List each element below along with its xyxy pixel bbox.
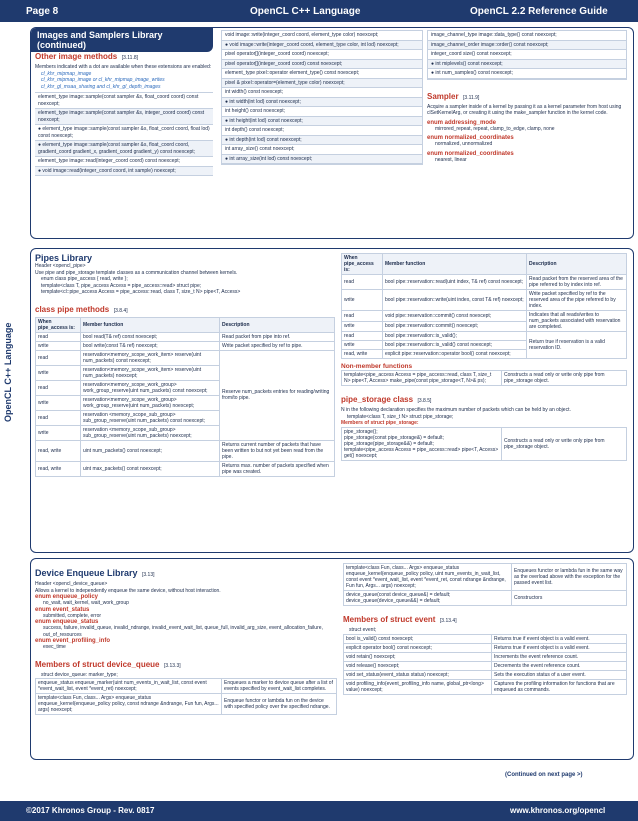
- method-row: int width() const noexcept;: [222, 88, 422, 98]
- method-row: image_channel_type image::data_type() const noexcept;: [428, 31, 626, 41]
- page-header: [0, 0, 638, 22]
- event-table: [343, 634, 627, 695]
- class-pipe-methods-ref: [3.8.4]: [113, 307, 128, 314]
- continued-note: (Continued on next page >): [505, 772, 583, 778]
- pipe-storage-ref: [3.8.5]: [417, 398, 432, 404]
- other-image-methods: [35, 46, 213, 176]
- enum-event-profiling-info: enum event_profiling_info: [35, 638, 111, 644]
- table-row: read, write uint max_packets() const noexcept; Returns max. number of packets specified when pipe was created.: [36, 461, 335, 476]
- method-row: int array_size() const noexcept;: [222, 145, 422, 155]
- pipes-code: template<cl::pipe_access Access = pipe_access::read, class T, size_t N> pipe<T, Access>: [41, 289, 241, 295]
- other-methods-ref: [3.11.8]: [121, 55, 139, 61]
- method-row: image_channel_order image::order() const noexcept;: [428, 41, 626, 51]
- col-header: When pipe_access is:: [342, 254, 383, 275]
- pipe-storage-code: template<class T, size_t N> struct pipe_storage;: [347, 413, 454, 420]
- pipe-methods-table: [35, 317, 335, 477]
- table-row: read bool pipe::reservation::read(uint index, T& ref) const noexcept; Read packet from the reserved area of the pipe referred to by index into ref.: [342, 275, 627, 290]
- table-row: explicit operator bool() const noexcept; Returns true if event object is a valid event.: [344, 643, 627, 652]
- table-row: read, write uint num_packets() const noexcept; Returns current number of packets that have been written to but not yet been read from the pipe.: [36, 440, 335, 461]
- page-number: Page 8: [26, 6, 59, 17]
- method-row: ● void image::write(integer_coord coord, element_type color, int lod) noexcept;: [222, 41, 422, 51]
- enum-enqueue-status: enum enqueue_status: [35, 619, 99, 625]
- table-row: write bool pipe::reservation::write(uint index, const T& ref) noexcept; Write packet specified by ref to the reserved area of the pipe referred to by index.: [342, 290, 627, 311]
- method-row: ● element_type image::sample(const sampler &s, float_coord coord, gradient_coord gradient_x, gradient_coord gradient_y) const noexcept;: [35, 141, 213, 157]
- sampler-title: Sampler: [427, 91, 459, 101]
- ext-item: cl_khr_gl_msaa_sharing and cl_khr_gl_depth_images: [41, 83, 161, 90]
- method-row: element_type image::read(integer_coord coord) const noexcept;: [35, 157, 213, 167]
- col-header: When pipe_access is:: [36, 317, 81, 332]
- enqueue-kernel-table: [343, 563, 627, 606]
- table-row: template<class Fun, class... Args> enqueue_status enqueue_kernel(enqueue_policy policy, uint num_events_in_wait_list, const event *event_wait_list, event *event_ret, const ndrange &ndrange, Fun fun, Args... args) noexcept; Enqueues functor or lambda fun in the same way as the overload above with the exception for the passed event list.: [344, 564, 627, 591]
- guide-title: OpenCL 2.2 Reference Guide: [470, 6, 608, 17]
- method-row: ● element_type image::sample(const sampler &s, float_coord coord, float lod) const noexcept;: [35, 125, 213, 141]
- method-row: ● int height(int lod) const noexcept;: [222, 117, 422, 127]
- ext-item: cl_khr_mipmap_image: [41, 70, 92, 77]
- pipes-code: enum class pipe_access { read, write };: [41, 276, 128, 282]
- device-enqueue-box: [30, 558, 634, 760]
- side-tab: [0, 22, 22, 801]
- table-row: read bool pipe::reservation::is_valid(); Return true if reservation is a valid reservation ID.: [342, 332, 627, 341]
- table-row: write bool write(const T& ref) noexcept; Write packet specified by ref to pipe.: [36, 341, 335, 350]
- pipe-storage-title: pipe_storage class: [341, 395, 414, 404]
- table-row: write reservation<memory_scope_work_item> reserve(uint num_packets) noexcept;: [36, 365, 335, 380]
- enum-normalized-coordinates: enum normalized_coordinates: [427, 150, 514, 157]
- pipes-code: template<class T, pipe_access Access = pipe_access::read> struct pipe;: [41, 282, 202, 289]
- enqueue-desc: Allows a kernel to independently enqueue the same device, without host interaction.: [35, 587, 221, 594]
- event-members-ref: [3.13.4]: [439, 618, 457, 624]
- method-row: ● int miplevels() const noexcept;: [428, 60, 626, 70]
- other-methods-desc: Members indicated with a dot are available when these extensions are enabled:: [35, 64, 212, 70]
- table-row: enqueue_status enqueue_marker(uint num_events_in_wait_list, const event *event_wait_list, event *event_ret) noexcept; Enqueues a marker to device queue after a list of events specified by event_wait_list completes.: [36, 679, 337, 694]
- pipes-desc: Use pipe and pipe_storage template classes as a communication channel between kernels.: [35, 269, 238, 276]
- enqueue-ref: [3.13]: [142, 572, 155, 578]
- method-row: ● int num_samples() const noexcept;: [428, 69, 626, 79]
- ext-item: cl_khr_mipmap_image or cl_khr_mipmap_image_writes: [41, 77, 165, 83]
- class-pipe-methods-title: class pipe methods: [35, 304, 110, 314]
- side-tab-label: OpenCL C++ Language: [3, 322, 13, 422]
- pipes-left: [35, 253, 335, 477]
- pipes-right: [341, 253, 627, 461]
- pipes-box: [30, 248, 634, 553]
- enum-values: submitted, complete, error: [43, 612, 102, 619]
- method-row: pixel operator[](integer_coord coord) noexcept;: [222, 50, 422, 60]
- table-row: read bool read(T& ref) const noexcept; Read packet from pipe into ref.: [36, 332, 335, 341]
- table-row: void release() noexcept; Decrements the event reference count.: [344, 661, 627, 670]
- device-queue-ref: [3.13.3]: [163, 662, 181, 669]
- device-queue-members-title: Members of struct device_queue: [35, 659, 160, 669]
- non-member-table: template<pipe_access Access = pipe_access::read, class T, size_t N> pipe<T, Access> make_pipe(const pipe_storage<T, N>& ps); Constructs a read only or write only pipe from pipe_storage object.: [341, 370, 627, 386]
- sampler-desc: Acquire a sampler inside of a kernel by passing it as a kernel parameter from host using clSetKernelArg, or creating it using the make_sampler function in the kernel code.: [427, 103, 622, 116]
- pipes-header: Header <opencl_pipe>: [35, 263, 86, 269]
- enum-normalized-coordinates: enum normalized_coordinates: [427, 135, 514, 141]
- enum-values: normalized, unnormalized: [435, 141, 493, 147]
- method-row: pixel & pixel::operator=(element_type color) noexcept;: [222, 79, 422, 89]
- images-samplers-box: [30, 27, 634, 239]
- method-row: ● int array_size(int lod) const noexcept;: [222, 155, 422, 165]
- enum-values: mirrored_repeat, repeat, clamp_to_edge, clamp, none: [435, 125, 555, 132]
- enum-enqueue-policy: enum enqueue_policy: [35, 594, 99, 600]
- enqueue-title: Device Enqueue Library: [35, 568, 138, 578]
- pipe-storage-members: Members of struct pipe_storage:: [341, 420, 419, 426]
- table-row: bool is_valid() const noexcept; Returns true if event object is a valid event.: [344, 634, 627, 643]
- device-queue-code: struct device_queue: marker_type;: [41, 671, 118, 678]
- pipes-title: Pipes Library: [35, 253, 93, 263]
- col-header: Description: [220, 317, 335, 332]
- table-row: write reservation <memory_scope_sub_group> sub_group_reserve(uint num_packets) noexcept;: [36, 425, 335, 440]
- col-header: Member function: [81, 317, 220, 332]
- method-row: int depth() const noexcept;: [222, 126, 422, 136]
- enum-values: exec_time: [43, 644, 66, 650]
- table-row: write bool pipe::reservation::commit() noexcept;: [342, 321, 627, 332]
- non-member-title: Non-member functions: [341, 363, 413, 370]
- image-methods-middle: [221, 30, 423, 165]
- enqueue-header: Header <opencl_device_queue>: [35, 581, 108, 587]
- table-row: read reservation<memory_scope_work_group> work_group_reserve(uint num_packets) const noexcept;: [36, 380, 335, 395]
- table-row: template<class Fun, class... Args> enqueue_status enqueue_kernel(enqueue_policy policy, const ndrange &ndrange, Fun fun, Args... args) noexcept; Enqueue functor or lambda fun on the device with specified policy over the specified ndrange.: [36, 694, 337, 715]
- page-footer: [0, 801, 638, 821]
- enum-values: success, failure, invalid_queue, invalid_ndrange, invalid_event_wait_list, queue_full, invalid_arg_size, event_allocation_failure, out_of_resources: [43, 625, 323, 638]
- table-row: device_queue(const device_queue&) = default; device_queue(device_queue&&) = default; Constructors: [344, 591, 627, 606]
- pipe-storage-table: pipe_storage(); pipe_storage(const pipe_storage&) = default; pipe_storage(pipe_storage&&) = default; template<pipe_access Access = pipe_access::read> pipe<T, Access> get() noexcept; Constructs a read only or write only pipe from pipe_storage object.: [341, 427, 627, 461]
- reservation-table: [341, 253, 627, 359]
- method-row: ● int width(int lod) const noexcept;: [222, 98, 422, 108]
- method-row: ● int depth(int lod) const noexcept;: [222, 136, 422, 146]
- enqueue-right: [343, 563, 627, 695]
- table-row: read reservation <memory_scope_sub_group> sub_group_reserve(uint num_packets) const noexcept;: [36, 410, 335, 425]
- method-row: integer_coord size() const noexcept;: [428, 50, 626, 60]
- method-row: pixel operator[](integer_coord coord) const noexcept;: [222, 60, 422, 70]
- sampler-ref: [3.11.9]: [463, 94, 480, 101]
- method-row: element_type image::sample(const sampler &s, float_coord coord) const noexcept;: [35, 93, 213, 109]
- other-methods-title: Other image methods: [35, 52, 118, 61]
- method-row: void image::write(integer_coord coord, element_type color) noexcept;: [222, 31, 422, 41]
- pipe-storage-desc: N in the following declaration specifies the maximum number of packets which can be held by an object.: [341, 407, 571, 413]
- col-header: Member function: [383, 254, 527, 275]
- enum-addressing-mode: enum addressing_mode: [427, 119, 497, 126]
- table-row: void profiling_info(event_profiling_info name, global_ptr<long> value) noexcept; Captures the profiling information for functions that are enqueued as commands.: [344, 679, 627, 694]
- col-header: Description: [527, 254, 627, 275]
- enum-event-status: enum event_status: [35, 606, 90, 613]
- method-row: ● void image::read(integer_coord coord, int sample) noexcept;: [35, 167, 213, 177]
- event-code: struct event;: [349, 627, 377, 633]
- method-row: element_type pixel::operator element_type() const noexcept;: [222, 69, 422, 79]
- method-row: element_type image::sample(const sampler &s, integer_coord coord) const noexcept;: [35, 109, 213, 125]
- table-row: write bool pipe::reservation::is_valid() const noexcept;: [342, 341, 627, 350]
- enum-values: nearest, linear: [435, 156, 467, 163]
- table-row: void retain() noexcept; Increments the event reference count.: [344, 652, 627, 661]
- device-queue-table: [35, 678, 337, 715]
- table-row: read reservation<memory_scope_work_item> reserve(uint num_packets) const noexcept; Reserve num_packets entries for reading/writing from/to pipe.: [36, 350, 335, 365]
- event-members-title: Members of struct event: [343, 615, 436, 624]
- table-row: read void pipe::reservation::commit() const noexcept; Indicates that all reads/writes to num_packets associated with reservation are completed.: [342, 311, 627, 322]
- method-row: int height() const noexcept;: [222, 107, 422, 117]
- image-methods-right: [427, 30, 627, 163]
- enqueue-left: [35, 563, 337, 715]
- images-box-title: Images and Samplers Library (continued): [31, 28, 213, 52]
- enum-values: no_wait, wait_kernel, wait_work_group: [43, 600, 129, 606]
- table-row: write reservation<memory_scope_work_group> work_group_reserve(uint num_packets) noexcept;: [36, 395, 335, 410]
- table-row: read, write explicit pipe::reservation::operator bool() const noexcept;: [342, 350, 627, 359]
- copyright: ©2017 Khronos Group - Rev. 0817: [26, 806, 155, 815]
- table-row: void set_status(event_status status) noexcept; Sets the execution status of a user event.: [344, 670, 627, 679]
- page-title: OpenCL C++ Language: [250, 6, 361, 17]
- footer-url[interactable]: www.khronos.org/opencl: [510, 806, 606, 815]
